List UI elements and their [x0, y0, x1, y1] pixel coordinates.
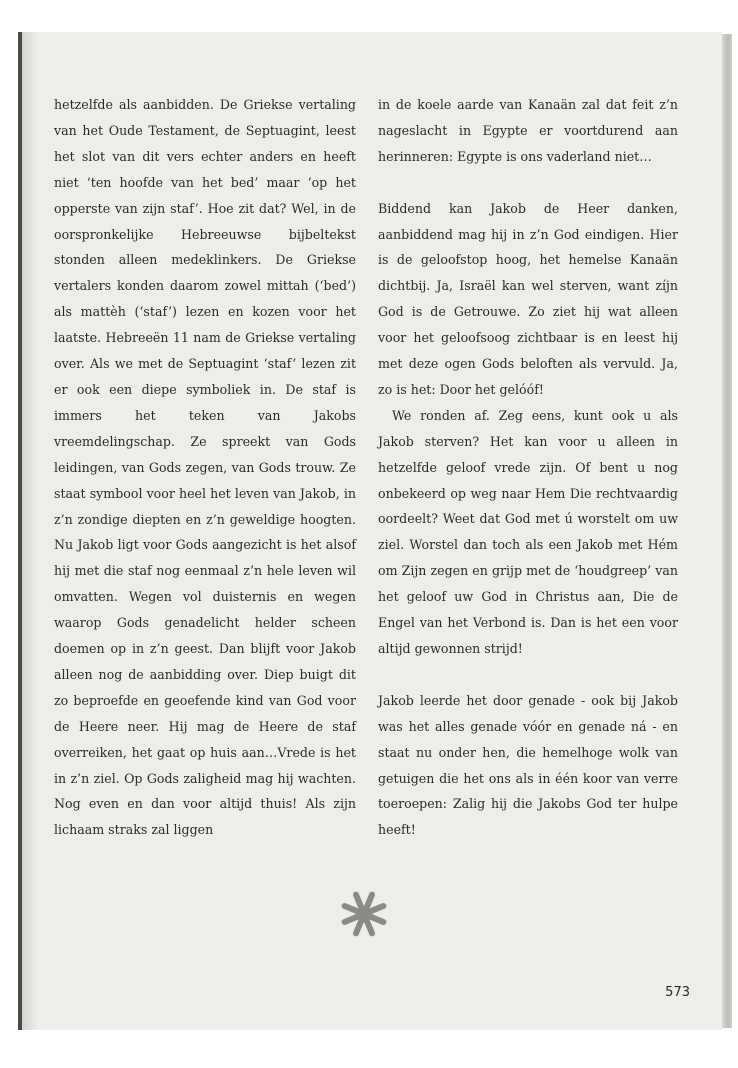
asterisk-icon	[338, 888, 390, 940]
paragraph: in de koele aarde van Kanaän zal dat feit z’n nageslacht in Egypte er voortdurend aan herinneren: Egypte is ons vaderland niet…	[378, 97, 678, 164]
gutter-shadow	[22, 32, 38, 1030]
paragraph: hetzelfde als aanbidden. De Griekse vertaling van het Oude Testament, de Septuagint, leest het slot van dit vers echter anders en heeft niet ‘ten hoofde van het bed’ maar ‘op het opperste van zijn staf’. Hoe zit dat? Wel, in de oorspronkelijke Hebreeuwse bijbeltekst stonden alleen medeklinkers. De Griekse vertalers konden daarom zowel mittah (‘bed’) als mattèh (‘staf’) lezen en kozen voor het laatste. Hebreeën 11 nam de Griekse vertaling over. Als we met de Septuagint ‘staf’ lezen zit er ook een diepe symboliek in. De staf is immers het teken van Jakobs vreemdelingschap. Ze spreekt van Gods leidingen, van Gods zegen, van Gods trouw. Ze staat symbool voor heel het leven van Jakob, in z’n zondige diepten en z’n geweldige hoogten. Nu Jakob ligt voor Gods aangezicht is het alsof hij met die staf nog eenmaal z’n hele leven wil omvatten. Wegen vol duisternis en wegen waarop Gods genadelicht helder scheen doemen op in z’n geest. Dan blijft voor Jakob alleen nog de aanbidding over. Diep buigt dit zo beproefde en geoefende kind van God voor de Heere neer. Hij mag de Heere de staf overreiken, het gaat op huis aan…Vrede is het in z’n ziel. Op Gods zaligheid mag hij wachten. Nog even en dan voor altijd thuis! Als zijn lichaam straks zal liggen	[54, 97, 356, 838]
page-edge	[722, 34, 732, 1028]
paragraph: Biddend kan Jakob de Heer danken, aanbiddend mag hij in z’n God eindigen. Hier is de geloofstop hoog, het hemelse Kanaän dichtbij. Ja, Israël kan wel sterven, want zíjn God is de Getrouwe. Zo ziet hij wat alleen voor het geloofsoog zichtbaar is en leest hij met deze ogen Gods beloften als vervuld. Ja, zo is het: Door het gelóóf!	[378, 200, 678, 397]
right-column	[378, 92, 678, 843]
paragraph: Jakob leerde het door genade - ook bij Jakob was het alles genade vóór en genade ná - en staat nu onder hen, die hemelhoge wolk van getuigen die het ons als in één koor van verre toeroepen: Zalig hij die Jakobs God ter hulpe heeft!	[378, 692, 678, 838]
left-column	[54, 92, 356, 843]
paragraph: We ronden af. Zeg eens, kunt ook u als Jakob sterven? Het kan voor u alleen in hetzelfde geloof vrede zijn. Of bent u nog onbekeerd op weg naar Hem Die rechtvaardig oordeelt? Weet dat God met ú worstelt om uw ziel. Worstel dan toch als een Jakob met Hém om Zijn zegen en grijp met de ‘houdgreep’ van het geloof uw God in Christus aan, Die de Engel van het Verbond is. Dan is het een voor altijd gewonnen strijd!	[378, 407, 678, 657]
page-number: 573	[665, 985, 690, 1000]
